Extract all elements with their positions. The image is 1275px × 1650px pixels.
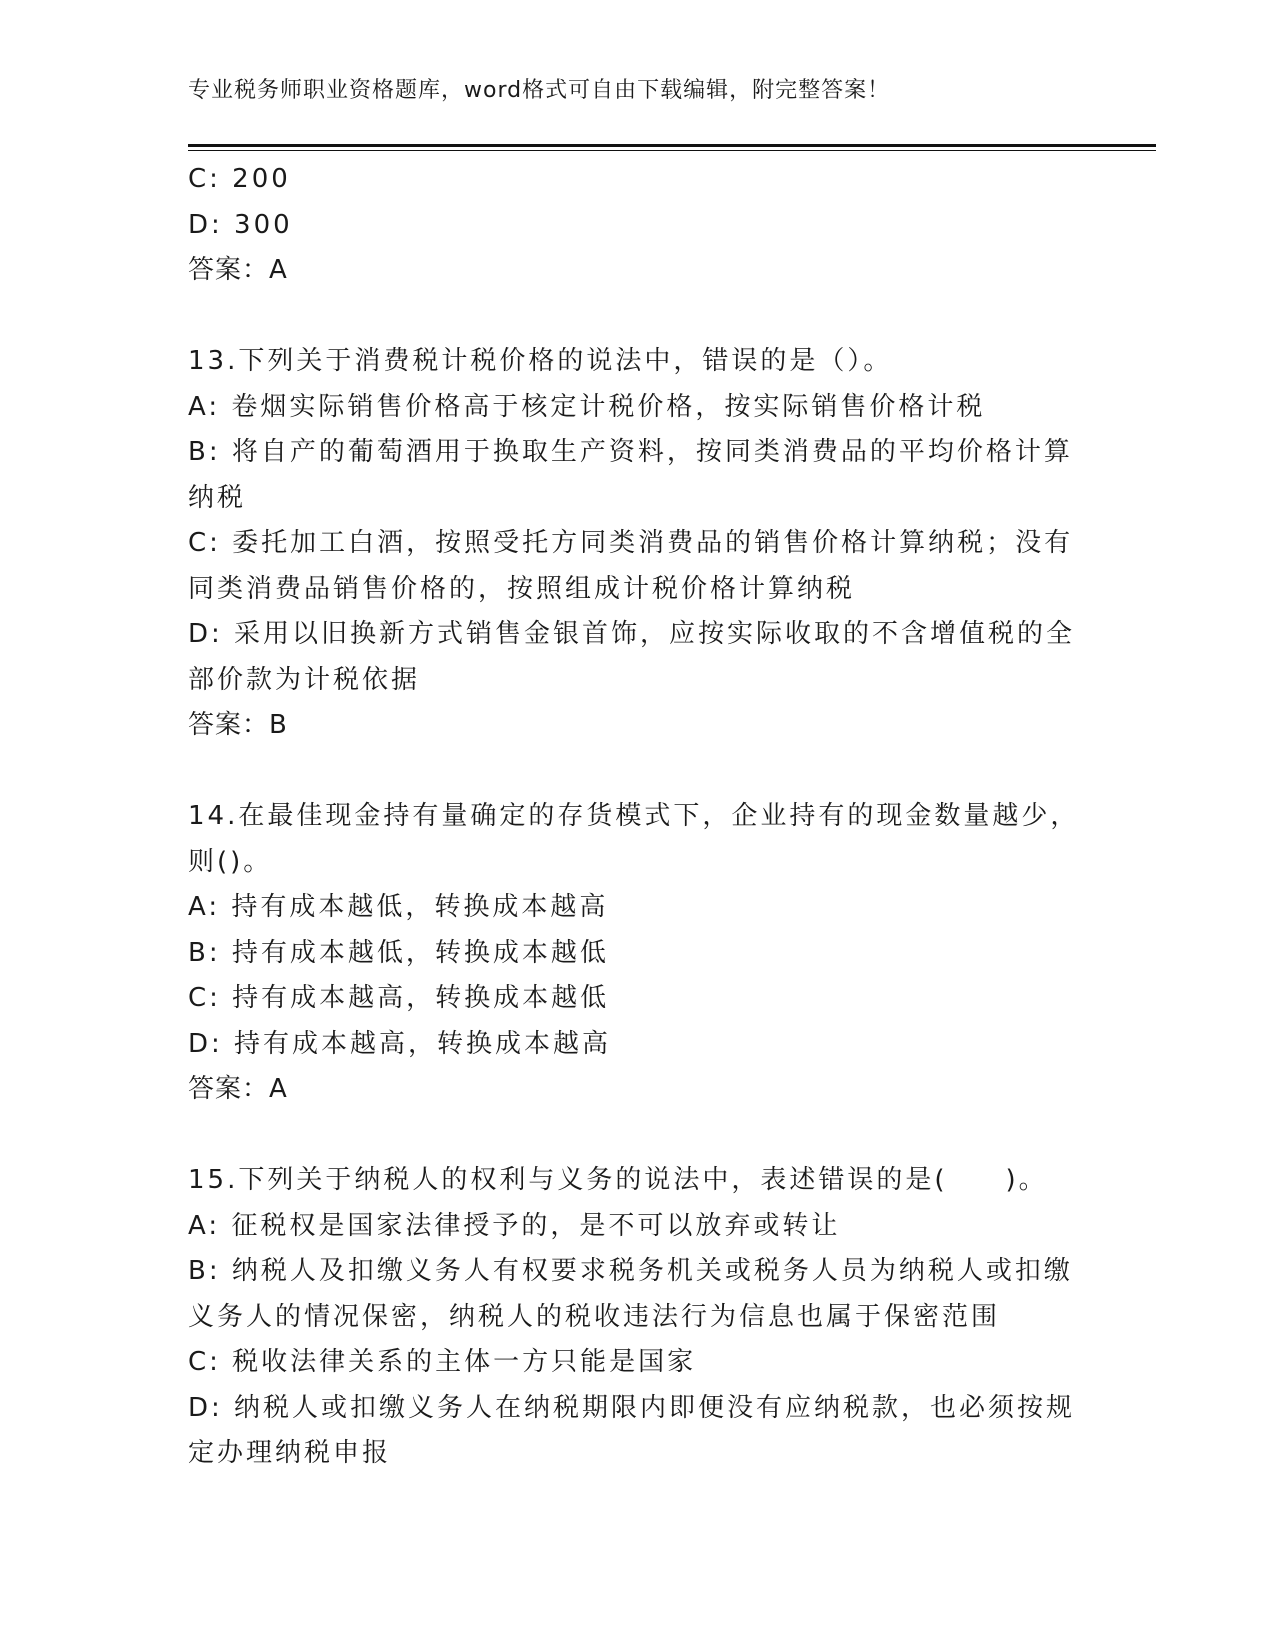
q14-stem-line2: 则()。: [188, 846, 273, 877]
header-rule-thin: [188, 150, 1156, 151]
q13-option-a: A: 卷烟实际销售价格高于核定计税价格，按实际销售价格计税: [188, 391, 986, 422]
q13-stem: 13.下列关于消费税计税价格的说法中，错误的是（）。: [188, 346, 893, 376]
q14-option-d: D: 持有成本越高，转换成本越高: [188, 1028, 612, 1059]
q13-option-c-line2: 同类消费品销售价格的，按照组成计税价格计算纳税: [188, 573, 856, 604]
q15-option-d-line1: D: 纳税人或扣缴义务人在纳税期限内即便没有应纳税款，也必须按规: [188, 1392, 1076, 1423]
q13-option-c-line1: C: 委托加工白酒，按照受托方同类消费品的销售价格计算纳税；没有: [188, 528, 1074, 558]
q13-answer: 答案：B: [188, 710, 288, 740]
q14-stem-line1: 14.在最佳现金持有量确定的存货模式下，企业持有的现金数量越少，: [188, 801, 1080, 831]
q13-option-d-line2: 部价款为计税依据: [188, 664, 421, 695]
q14-option-a: A: 持有成本越低，转换成本越高: [188, 892, 609, 922]
q13-option-b-line1: B: 将自产的葡萄酒用于换取生产资料，按同类消费品的平均价格计算: [188, 437, 1073, 467]
spacer: [188, 1113, 1088, 1159]
question-15: [188, 1158, 1088, 1477]
q15-option-a: A: 征税权是国家法律授予的，是不可以放弃或转让: [188, 1210, 841, 1241]
question-13: [188, 339, 1088, 749]
question-12-tail: [188, 157, 1088, 294]
page-header: 专业税务师职业资格题库，word格式可自由下载编辑，附完整答案！: [188, 78, 891, 103]
q13-option-d-line1: D: 采用以旧换新方式销售金银首饰，应按实际收取的不含增值税的全: [188, 619, 1076, 649]
q12-answer: 答案：A: [188, 255, 288, 285]
q13-option-b-line2: 纳税: [188, 482, 247, 513]
spacer: [188, 294, 1088, 340]
q15-option-c: C: 税收法律关系的主体一方只能是国家: [188, 1347, 697, 1377]
spacer: [188, 749, 1088, 795]
q15-option-d-line2: 定办理纳税申报: [188, 1438, 392, 1468]
q15-option-b-line1: B: 纳税人及扣缴义务人有权要求税务机关或税务人员为纳税人或扣缴: [188, 1256, 1073, 1286]
q15-option-b-line2: 义务人的情况保密，纳税人的税收违法行为信息也属于保密范围: [188, 1301, 1001, 1332]
q14-option-c: C: 持有成本越高，转换成本越低: [188, 983, 610, 1013]
q14-answer: 答案：A: [188, 1074, 288, 1104]
q12-option-c: C: 200: [188, 164, 291, 194]
question-content: [188, 157, 1088, 1477]
question-14: [188, 794, 1088, 1113]
header-rule-thick: [188, 144, 1156, 147]
q12-option-d: D: 300: [188, 209, 293, 240]
q14-option-b: B: 持有成本越低，转换成本越低: [188, 937, 609, 968]
q15-stem: 15.下列关于纳税人的权利与义务的说法中，表述错误的是( )。: [188, 1165, 1048, 1195]
